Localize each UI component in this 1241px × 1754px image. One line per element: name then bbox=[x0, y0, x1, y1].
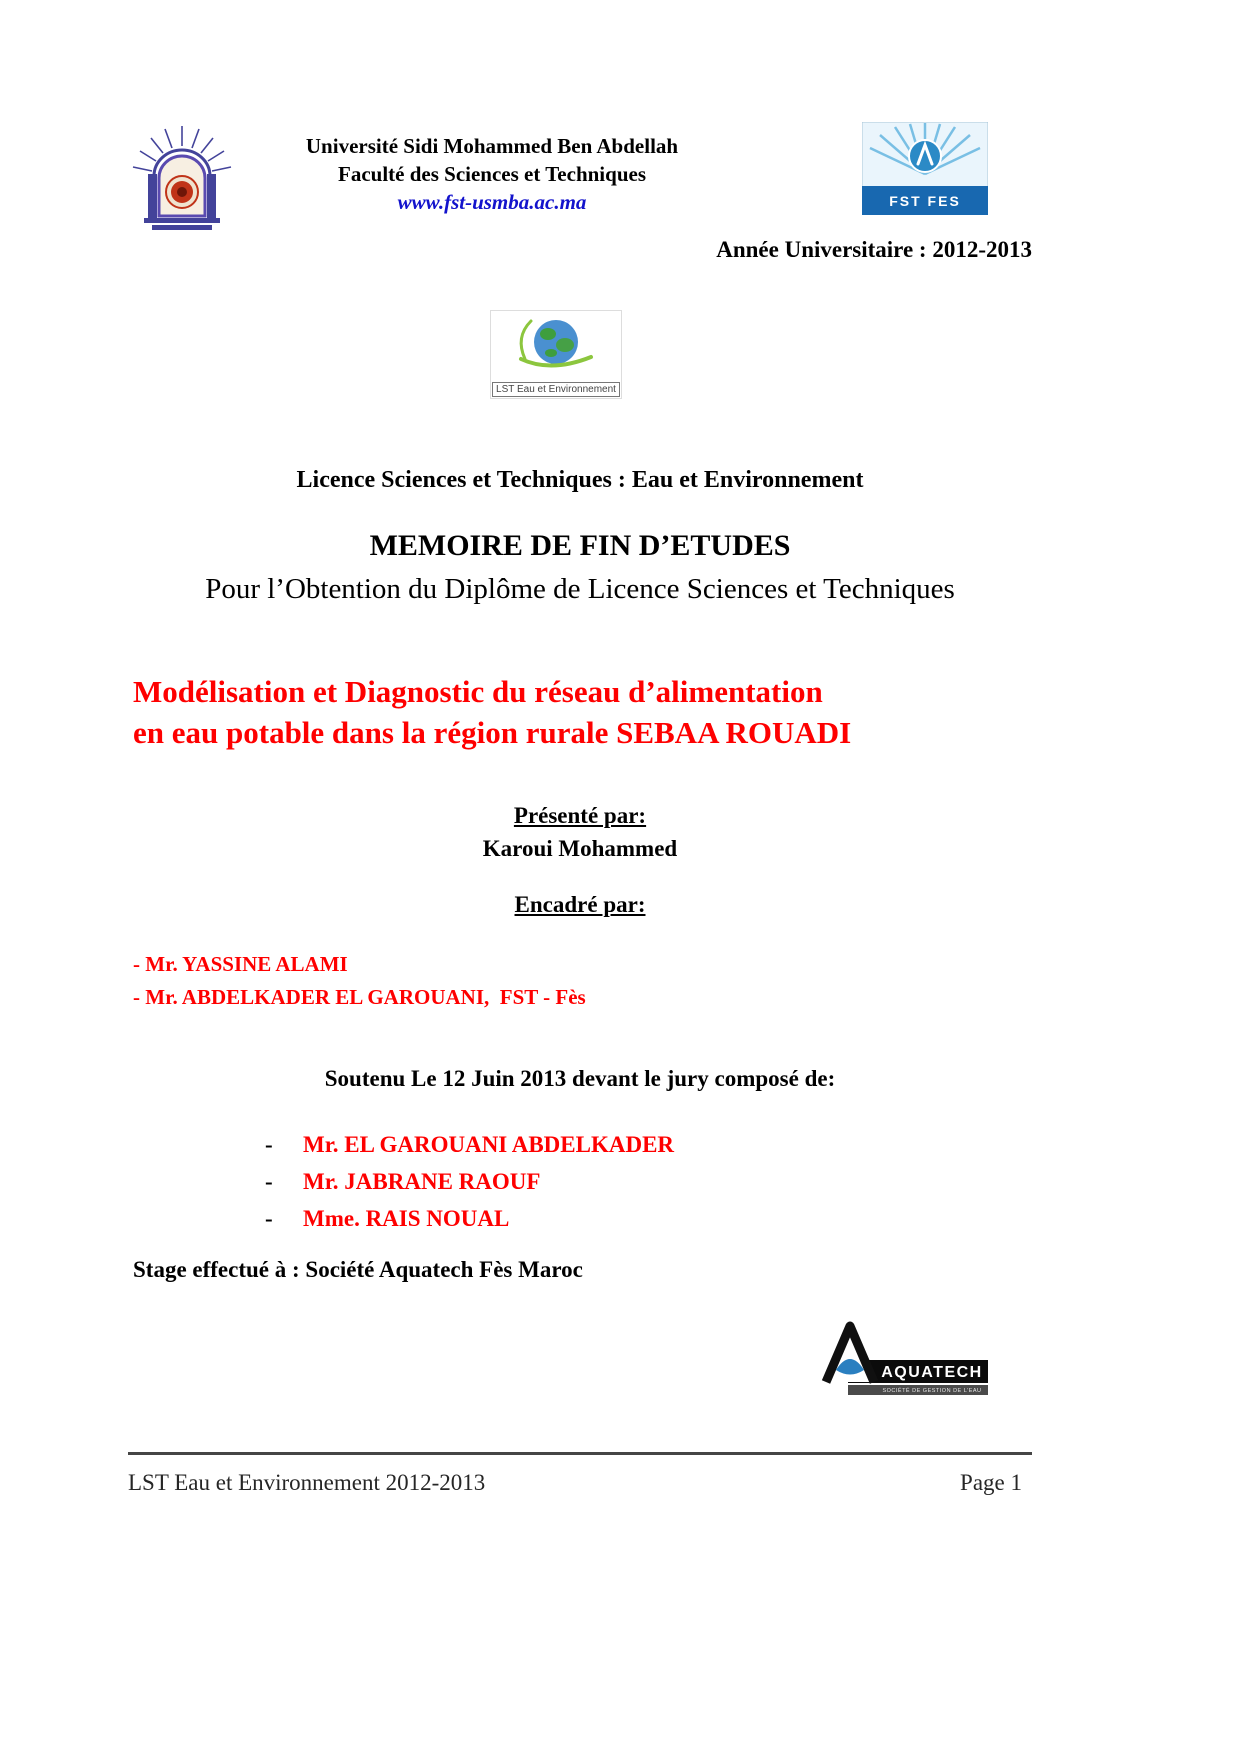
footer-divider bbox=[128, 1452, 1032, 1455]
jury-member-name: Mr. EL GAROUANI ABDELKADER bbox=[303, 1132, 675, 1157]
supervisor-item: - Mr. YASSINE ALAMI bbox=[133, 952, 348, 976]
jury-item bbox=[265, 1200, 674, 1237]
program-title: Licence Sciences et Techniques : Eau et Environnement bbox=[296, 467, 864, 493]
fst-fes-logo-label: FST FES bbox=[889, 193, 961, 209]
jury-list bbox=[265, 1126, 674, 1237]
footer-page-number: Page 1 bbox=[960, 1470, 1022, 1495]
academic-year: Année Universitaire : 2012-2013 bbox=[716, 237, 1032, 262]
university-emblem-logo bbox=[128, 124, 236, 237]
website-link[interactable]: www.fst-usmba.ac.ma bbox=[397, 190, 587, 214]
thesis-title bbox=[133, 671, 1113, 753]
supervised-by-block bbox=[128, 888, 1032, 921]
thesis-title-line2: en eau potable dans la région rurale SEBAA ROUADI bbox=[133, 715, 852, 750]
jury-item bbox=[265, 1126, 674, 1163]
faculty-name: Faculté des Sciences et Techniques bbox=[338, 162, 646, 186]
presented-by-label: Présenté par: bbox=[513, 803, 647, 828]
thesis-title-line1: Modélisation et Diagnostic du réseau d’alimentation bbox=[133, 674, 823, 709]
memoir-title: MEMOIRE DE FIN D’ETUDES bbox=[369, 529, 791, 562]
lst-program-logo bbox=[490, 310, 622, 399]
university-header bbox=[236, 132, 748, 216]
defense-intro: Soutenu Le 12 Juin 2013 devant le jury composé de: bbox=[324, 1066, 836, 1091]
fst-fes-logo bbox=[862, 122, 988, 215]
jury-member-name: Mme. RAIS NOUAL bbox=[303, 1206, 510, 1231]
supervisor-item: - Mr. ABDELKADER EL GAROUANI, FST - Fès bbox=[133, 985, 586, 1009]
aquatech-logo-name: AQUATECH bbox=[881, 1364, 983, 1381]
fst-fes-logo-icon bbox=[862, 122, 988, 215]
aquatech-logo bbox=[820, 1318, 988, 1397]
presented-by-block bbox=[128, 799, 1032, 865]
jury-item-dash: - bbox=[265, 1169, 273, 1194]
globe-icon bbox=[491, 313, 621, 375]
university-emblem-icon bbox=[128, 124, 236, 237]
jury-member-name: Mr. JABRANE RAOUF bbox=[303, 1169, 541, 1194]
aquatech-logo-tagline: SOCIÉTÉ DE GESTION DE L’EAU bbox=[882, 1388, 982, 1394]
aquatech-logo-icon bbox=[820, 1318, 988, 1397]
memoir-subtitle: Pour l’Obtention du Diplôme de Licence Sciences et Techniques bbox=[205, 573, 955, 605]
footer-left-text: LST Eau et Environnement 2012-2013 bbox=[128, 1470, 486, 1495]
jury-item bbox=[265, 1163, 674, 1200]
presented-by-name: Karoui Mohammed bbox=[482, 836, 678, 861]
supervised-by-label: Encadré par: bbox=[514, 892, 646, 917]
page-footer bbox=[128, 1470, 1022, 1496]
supervisors-list bbox=[133, 948, 586, 1014]
internship-line: Stage effectué à : Société Aquatech Fès Maroc bbox=[133, 1257, 583, 1282]
jury-item-dash: - bbox=[265, 1132, 273, 1157]
university-name: Université Sidi Mohammed Ben Abdellah bbox=[305, 134, 679, 158]
lst-logo-caption: LST Eau et Environnement bbox=[492, 382, 620, 397]
jury-item-dash: - bbox=[265, 1206, 273, 1231]
